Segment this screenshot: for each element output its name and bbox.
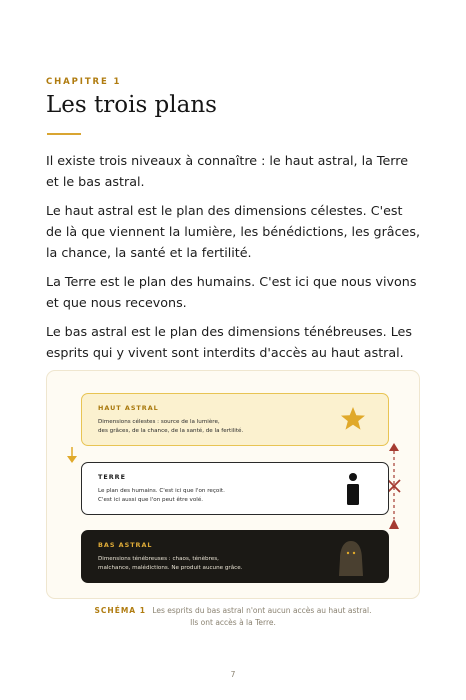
caption-label: SCHÉMA 1 [94, 606, 146, 615]
plane-bas-astral [81, 530, 389, 583]
plane-description [98, 418, 308, 436]
plane-description-line: malchance, malédictions. Ne produit aucune grâce. [98, 565, 243, 571]
plane-description [98, 487, 308, 505]
page-number: 7 [230, 670, 236, 679]
plane-description-line: Dimensions célestes : source de la lumière, [98, 419, 220, 425]
down-arrow-icon [67, 447, 77, 463]
title-rule [47, 133, 81, 135]
paragraph: Le haut astral est le plan des dimensions célestes. C'est de là que viennent la lumière, les bénédictions, les grâces, la chance, la santé et la fertilité. [46, 203, 420, 260]
plane-title: BAS ASTRAL [98, 541, 153, 549]
plane-description-line: des grâces, de la chance, de la santé, de la fertilité. [98, 428, 244, 434]
paragraph: Il existe trois niveaux à connaître : le haut astral, la Terre et le bas astral. [46, 153, 409, 189]
diagram [46, 370, 420, 599]
person-icon [346, 472, 360, 506]
plane-description-line: C'est ici aussi que l'on peut être volé. [98, 497, 204, 503]
plane-description-line: Dimensions ténébreuses : chaos, ténèbres, [98, 556, 219, 562]
plane-description [98, 555, 308, 573]
caption-line [46, 605, 420, 617]
hooded-spirit-icon [338, 539, 364, 577]
star-icon [340, 406, 366, 432]
chapter-title: Les trois plans [46, 92, 217, 118]
caption-text: Les esprits du bas astral n'ont aucun accès au haut astral. [152, 606, 372, 615]
plane-title: HAUT ASTRAL [98, 404, 159, 412]
body-text [46, 150, 421, 371]
chapter-label: CHAPITRE 1 [46, 77, 122, 87]
paragraph: Le bas astral est le plan des dimensions ténébreuses. Les esprits qui y vivent sont interdits d'accès au haut astral. [46, 324, 412, 360]
plane-terre [81, 462, 389, 515]
plane-title: TERRE [98, 473, 126, 481]
figure-caption [46, 605, 420, 629]
paragraph: La Terre est le plan des humains. C'est ici que nous vivons et que nous recevons. [46, 274, 417, 310]
plane-haut-astral [81, 393, 389, 446]
plane-description-line: Le plan des humains. C'est ici que l'on reçoit. [98, 488, 225, 494]
caption-line: Ils ont accès à la Terre. [190, 618, 276, 627]
